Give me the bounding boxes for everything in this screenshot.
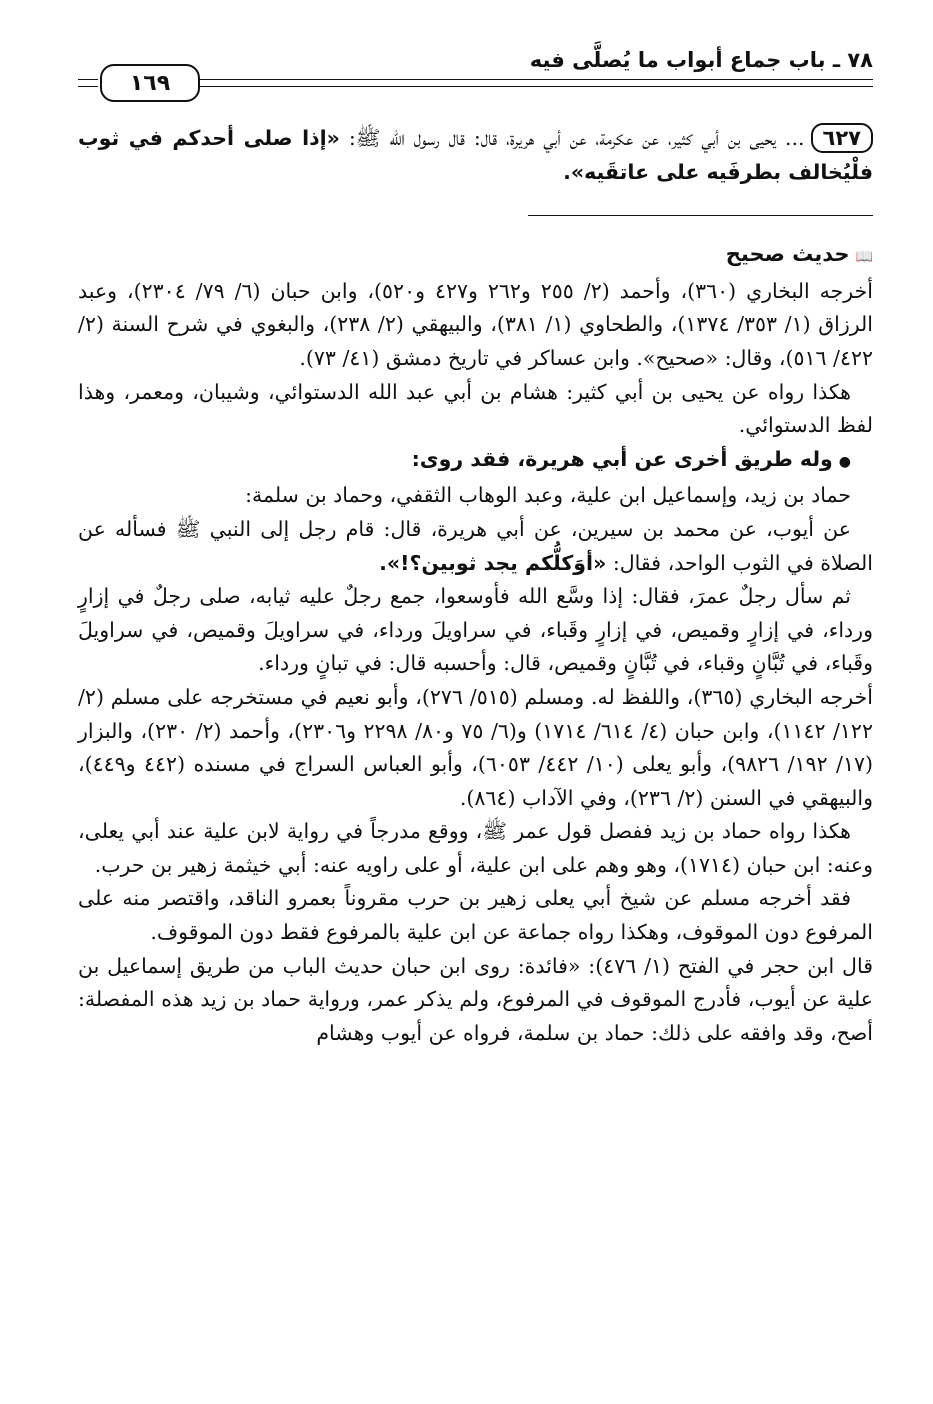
paragraph-3-text: وله طريق أخرى عن أبي هريرة، فقد روى:	[411, 446, 833, 471]
paragraph-7: أخرجه البخاري (٣٦٥)، واللفظ له. ومسلم (٥١٥/ ٢٧٦)، وأبو نعيم في مستخرجه على مسلم (٢/ ١٢٢/ ١١٤٢)، وابن حبان (٤/ ٦١٤/ ١٧١٤) و(٦/ ٧٥ و٨٠/ ٢٢٩٨ و٢٣٠٦)، وأحمد (٢/ ٢٣٠)، والبزار (١٧/ ١٩٢/ ٩٨٢٦)، وأبو يعلى (١٠/ ٤٤٢/ ٦٠٥٣)، وأبو العباس السراج في مسنده (٤٤٢ و٤٤٩)، والبيهقي في السنن (٢/ ٢٣٦)، وفي الآداب (٨٦٤).	[78, 684, 873, 810]
paragraph-9: فقد أخرجه مسلم عن شيخ أبي يعلى زهير بن حرب مقروناً بعمرو الناقد، واقتصر منه على المرفوع دون الموقوف، وهكذا رواه جماعة عن ابن علية بالمرفوع فقط دون الموقوف.	[78, 886, 873, 945]
separator-line	[528, 215, 873, 216]
book-icon: 📖	[855, 249, 873, 266]
hadith-chain: ... يحيى بن أبي كثير، عن عكرمة، عن أبي هريرة، قال: قال رسول الله ﷺ:	[339, 126, 805, 150]
bullet-icon: ●	[838, 453, 851, 470]
paragraph-5-text: عن أيوب، عن محمد بن سيرين، عن أبي هريرة، قال: قام رجل إلى النبي ﷺ فسأله عن الصلاة في الثوب الواحد، فقال:	[78, 516, 873, 575]
page-number: ١٦٩	[100, 64, 200, 102]
hadith-number: ٦٢٧	[811, 123, 873, 153]
hadith-paragraph	[78, 122, 873, 189]
paragraph-3	[78, 443, 873, 480]
paragraph-8: هكذا رواه حماد بن زيد ففصل قول عمر ﷺ، ووقع مدرجاً في رواية لابن علية عند أبي يعلى، وعنه: ابن حبان (١٧١٤)، وهو وهم على ابن علية، أو على راويه عنه: أبي خيثمة زهير بن حرب.	[78, 819, 873, 877]
takhrij-paragraph-1: أخرجه البخاري (٣٦٠)، وأحمد (٢/ ٢٥٥ و٢٦٢ و٤٢٧ و٥٢٠)، وابن حبان (٦/ ٧٩/ ٢٣٠٤)، وعبد الرزاق (١/ ٣٥٣/ ١٣٧٤)، والطحاوي (١/ ٣٨١)، والبيهقي (٢/ ٢٣٨)، والبغوي في شرح السنة (٢/ ٤٢٢/ ٥١٦)، وقال: «صحيح». وابن عساكر في تاريخ دمشق (٤١/ ٧٣).	[78, 278, 873, 370]
hadith-matn: «إذا صلى أحدكم في ثوب فلْيُخالف بطرفَيه على عاتقَيه».	[78, 126, 873, 184]
paragraph-2: هكذا رواه عن يحيى بن أبي كثير: هشام بن أبي عبد الله الدستوائي، وشيبان، ومعمر، وهذا لفظ الدستوائي.	[78, 379, 873, 438]
main-text	[78, 122, 873, 1050]
header-rule	[198, 79, 873, 87]
page-header	[78, 48, 873, 108]
grade-heading	[78, 238, 873, 275]
header-rule-left	[78, 79, 98, 87]
grade-title: حديث صحيح	[725, 242, 850, 267]
paragraph-5-matn: «أوَكلُّكم يجد ثوبين؟!».	[379, 550, 607, 575]
paragraph-4: حماد بن زيد، وإسماعيل ابن علية، وعبد الوهاب الثقفي، وحماد بن سلمة:	[245, 483, 851, 508]
paragraph-10: قال ابن حجر في الفتح (١/ ٤٧٦): «فائدة: روى ابن حبان حديث الباب من طريق إسماعيل بن علية عن أيوب، فأدرج الموقوف في المرفوع، ولم يذكر عمر، ورواية حماد بن زيد هذه المفصلة: أصح، وقد وافقه على ذلك: حماد بن سلمة، فرواه عن أيوب وهشام	[78, 953, 873, 1045]
paragraph-5	[78, 513, 873, 580]
running-title: ٧٨ ـ باب جماع أبواب ما يُصلَّى فيه	[529, 48, 873, 72]
paragraph-6: ثم سأل رجلٌ عمرَ، فقال: إذا وسَّع الله فأوسعوا، جمع رجلٌ عليه ثيابه، صلى رجلٌ في إزارٍ ورداء، في إزارٍ وقميص، في إزارٍ وقَباء، في سراويلَ ورداء، في سراويلَ وقميص، في سراويلَ وقَباء، في تُبَّانٍ وقباء، في تُبَّانٍ وقميص، قال: وأحسبه قال: في تبانٍ ورداء.	[78, 584, 873, 676]
